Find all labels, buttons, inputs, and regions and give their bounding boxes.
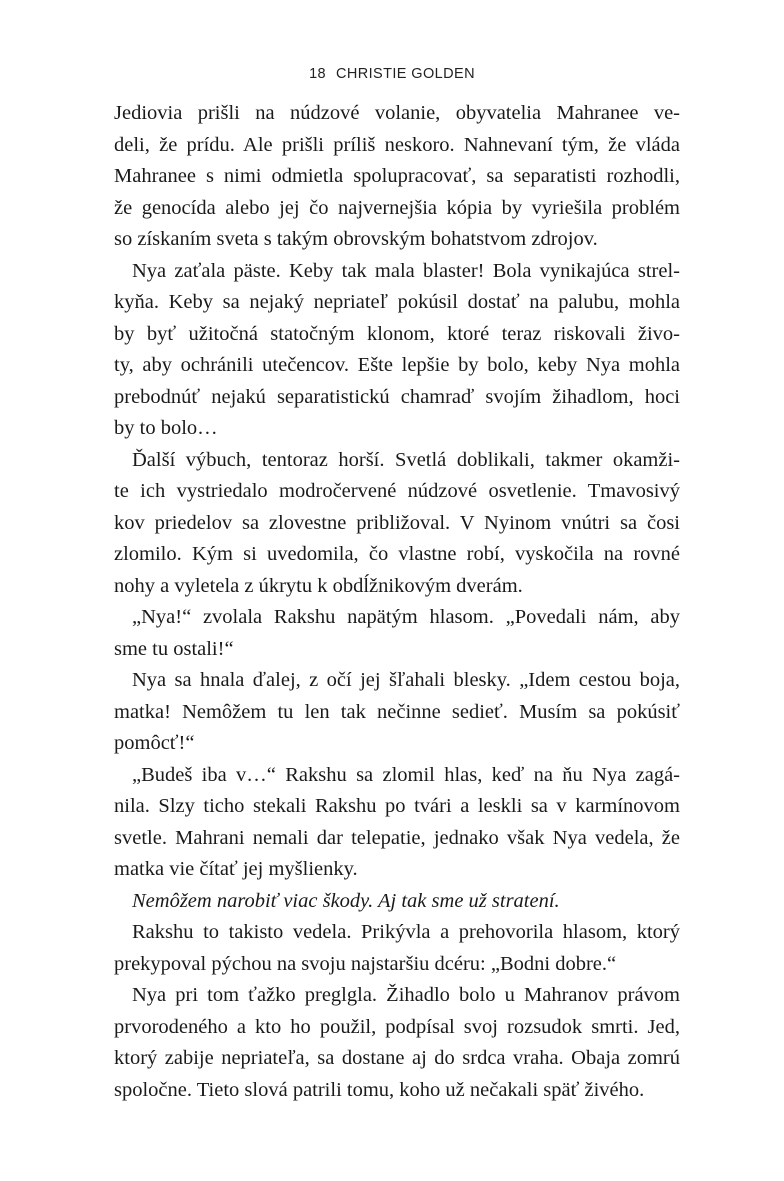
text-line: Mahranee s nimi odmietla spolupracovať, sa separatisti rozhodli, — [114, 165, 680, 187]
text-line: „Budeš iba v…“ Rakshu sa zlomil hlas, keď na ňu Nya zagá- — [132, 763, 680, 786]
text-line: te ich vystriedalo modročervené núdzové osvetlenie. Tmavosivý — [114, 480, 680, 502]
text-line: deli, že prídu. Ale prišli príliš neskoro. Nahnevaní tým, že vláda — [114, 133, 680, 156]
text-line: by to bolo… — [114, 417, 218, 439]
text-line: „Nya!“ zvolala Rakshu napätým hlasom. „Povedali nám, aby — [132, 606, 680, 628]
text-line: kov priedelov sa zlovestne približoval. V Nyinom vnútri sa čosi — [114, 511, 680, 534]
text-line: zlomilo. Kým si uvedomila, čo vlastne robí, vyskočila na rovné — [114, 543, 680, 565]
paragraph — [114, 886, 680, 918]
paragraph — [114, 917, 680, 980]
text-line: spoločne. Tieto slová patrili tomu, koho už nečakali späť živého. — [114, 1078, 645, 1101]
text-line: prekypoval pýchou na svoju najstaršiu dcéru: „Bodni dobre.“ — [114, 952, 617, 975]
text-line: kyňa. Keby sa nejaký nepriateľ pokúsil dostať na palubu, mohla — [114, 291, 680, 313]
text-line: so získaním sveta s takým obrovským bohatstvom zdrojov. — [114, 228, 598, 250]
text-line: matka vie čítať jej myšlienky. — [114, 858, 358, 880]
text-line: prvorodeného a kto ho použil, podpísal svoj rozsudok smrti. Jed, — [114, 1015, 680, 1038]
text-line: prebodnúť nejakú separatistickú chamraď svojím žihadlom, hoci — [114, 385, 680, 408]
paragraph — [114, 256, 680, 445]
text-line: Rakshu to takisto vedela. Prikývla a prehovorila hlasom, ktorý — [132, 921, 680, 943]
body-text — [114, 98, 680, 1106]
running-title: CHRISTIE GOLDEN — [336, 66, 475, 82]
text-line: sme tu ostali!“ — [114, 637, 234, 660]
text-line: Ďalší výbuch, tentoraz horší. Svetlá doblikali, takmer okamži- — [132, 448, 680, 471]
text-line: svetle. Mahrani nemali dar telepatie, jednako však Nya vedela, že — [114, 826, 680, 849]
text-line: Nya sa hnala ďalej, z očí jej šľahali blesky. „Idem cestou boja, — [132, 669, 680, 691]
paragraph — [114, 98, 680, 256]
text-line: Nemôžem narobiť viac škody. Aj tak sme už stratení. — [132, 889, 560, 912]
paragraph — [114, 602, 680, 665]
text-line: Jediovia prišli na núdzové volanie, obyvatelia Mahranee ve- — [114, 102, 680, 124]
paragraph — [114, 445, 680, 603]
text-line: Nya pri tom ťažko preglgla. Žihadlo bolo u Mahranov právom — [132, 984, 680, 1006]
text-line: nohy a vyletela z úkrytu k obdĺžnikovým dverám. — [114, 574, 523, 597]
text-line: pomôcť!“ — [114, 732, 195, 754]
paragraph — [114, 665, 680, 760]
text-line: Nya zaťala päste. Keby tak mala blaster! Bola vynikajúca strel- — [132, 259, 680, 282]
paragraph — [114, 760, 680, 886]
page-number: 18 — [309, 66, 326, 82]
text-line: matka! Nemôžem tu len tak nečinne sedieť. Musím sa pokúsiť — [114, 700, 680, 723]
text-line: že genocída alebo jej čo najvernejšia kópia by vyriešila problém — [114, 196, 680, 219]
text-line: nila. Slzy ticho stekali Rakshu po tvári a leskli sa v karmínovom — [114, 795, 680, 817]
paragraph — [114, 980, 680, 1106]
text-line: ktorý zabije nepriateľa, sa dostane aj do srdca vraha. Obaja zomrú — [114, 1047, 680, 1069]
text-line: ty, aby ochránili utečencov. Ešte lepšie by bolo, keby Nya mohla — [114, 354, 680, 376]
running-header — [0, 66, 784, 82]
text-line: by byť užitočná statočným klonom, ktoré teraz riskovali živo- — [114, 322, 680, 345]
